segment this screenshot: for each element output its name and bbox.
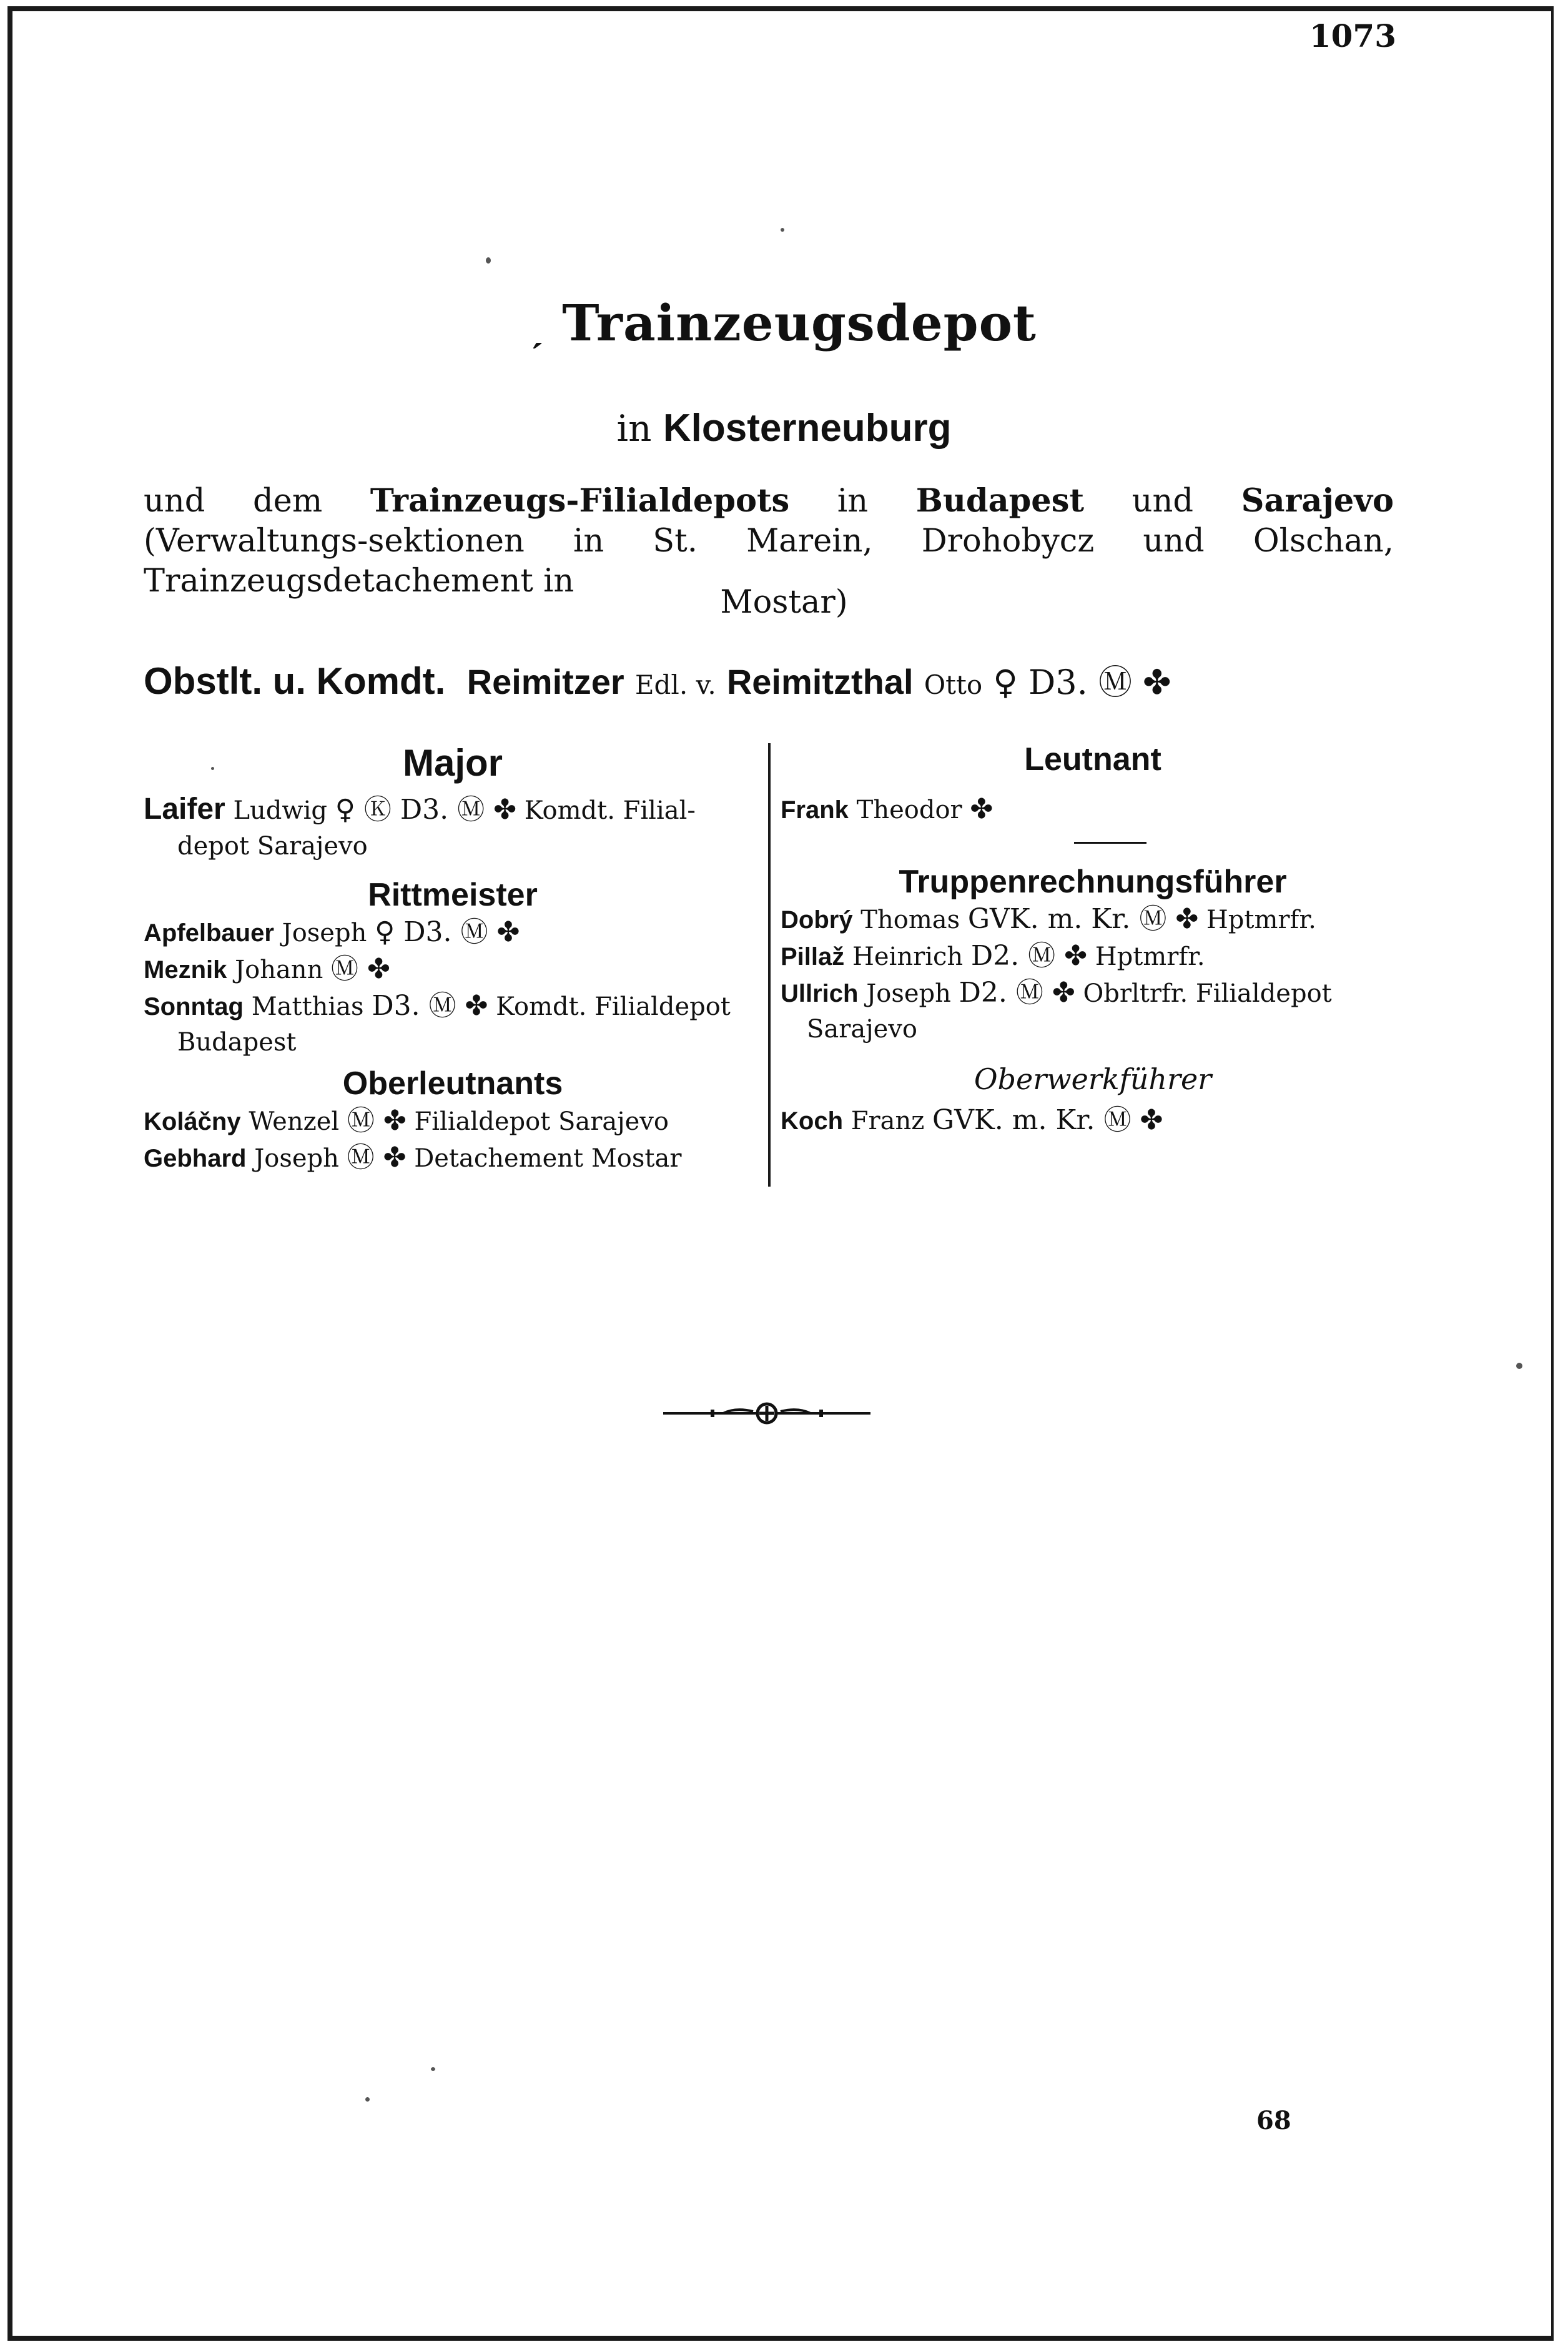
entry-note: Hptmrfr. <box>1095 942 1205 971</box>
speck <box>365 2097 370 2102</box>
entry-given: Matthias <box>251 992 364 1021</box>
entry-major <box>144 791 762 864</box>
entry-note: Obrltrfr. Filialdepot <box>1083 979 1332 1008</box>
entry-surname: Sonntag <box>144 993 244 1020</box>
column-divider <box>768 743 771 1187</box>
entry-surname: Frank <box>781 796 849 824</box>
entry-note: Komdt. Filialdepot <box>496 992 731 1021</box>
entry-note: Hptmrfr. <box>1206 906 1316 934</box>
section-rule <box>1074 842 1146 844</box>
entry-surname: Koláčny <box>144 1108 241 1135</box>
commander-surname: Reimitzer <box>466 662 624 701</box>
entry-continuation: depot Sarajevo <box>177 832 368 861</box>
entry-given: Theodor <box>856 796 962 824</box>
heading-oberleutnants: Oberleutnants <box>342 1065 563 1102</box>
commander-given: Otto <box>924 670 983 700</box>
entry-given: Thomas <box>860 906 960 934</box>
entry-given: Ludwig <box>233 796 328 825</box>
signature-mark: 68 <box>1256 2106 1291 2135</box>
subtitle-place: Klosterneuburg <box>663 407 952 450</box>
entry-given: Joseph <box>254 1144 339 1173</box>
commander-line <box>144 656 1171 704</box>
entry-decorations: D2. Ⓜ ✤ <box>970 940 1087 972</box>
intro-bold-1: Trainzeugs-Filialdepots <box>370 482 790 520</box>
entry-note: Komdt. Filial- <box>524 796 696 825</box>
entry-decorations: GVK. m. Kr. Ⓜ ✤ <box>932 1104 1163 1136</box>
entry-decorations: D2. Ⓜ ✤ <box>959 977 1075 1009</box>
entry-rittmeister-1 <box>144 914 762 951</box>
entry-oberleutnant-2 <box>144 1140 762 1177</box>
commander-particle: Edl. v. <box>634 670 716 700</box>
entry-decorations: Ⓜ ✤ <box>347 1105 407 1137</box>
ornament-divider-icon <box>661 1398 873 1429</box>
entry-surname: Meznik <box>144 956 227 984</box>
entry-given: Heinrich <box>852 942 964 971</box>
entry-surname: Gebhard <box>144 1145 247 1172</box>
speck <box>431 2067 435 2071</box>
entry-decorations: ✤ <box>970 793 994 825</box>
heading-leutnant: Leutnant <box>1024 741 1161 778</box>
commander-surname2: Reimitzthal <box>726 662 914 701</box>
heading-oberwerkfuehrer: Oberwerkführer <box>974 1062 1212 1096</box>
entry-continuation: Sarajevo <box>807 1015 917 1044</box>
entry-leutnant <box>781 791 1405 828</box>
entry-continuation: Budapest <box>177 1028 297 1057</box>
entry-oberleutnant-1 <box>144 1103 762 1140</box>
intro-text-3: und <box>1084 483 1241 520</box>
intro-text-4: (Verwaltungs-sektionen in St. Marein, Drohobycz und Olschan, Trainzeugsdetachement in <box>144 523 1394 600</box>
entry-given: Joseph <box>282 919 367 947</box>
left-column <box>144 740 762 1177</box>
entry-decorations: D3. Ⓜ ✤ <box>372 990 488 1022</box>
entry-given: Joseph <box>866 979 951 1008</box>
commander-decorations: ♀ D3. Ⓜ ✤ <box>993 663 1171 702</box>
entry-owf <box>781 1102 1405 1139</box>
heading-rittmeister: Rittmeister <box>368 877 538 913</box>
entry-rittmeister-2 <box>144 951 762 988</box>
speck <box>1516 1363 1522 1369</box>
intro-text-1: und dem <box>144 483 370 520</box>
entry-given: Franz <box>851 1107 925 1135</box>
right-column <box>781 740 1405 1139</box>
speck <box>486 257 491 264</box>
entry-trf-3 <box>781 975 1405 1047</box>
intro-bold-3: Sarajevo <box>1241 482 1394 520</box>
entry-surname: Apfelbauer <box>144 919 274 947</box>
entry-surname: Koch <box>781 1107 843 1135</box>
entry-decorations: GVK. m. Kr. Ⓜ ✤ <box>967 903 1199 935</box>
heading-major: Major <box>402 742 503 784</box>
entry-trf-2 <box>781 938 1405 975</box>
title-mark: ˏ <box>531 306 545 350</box>
intro-text-2: in <box>789 483 916 520</box>
entry-decorations: ♀ D3. Ⓜ ✤ <box>375 916 520 948</box>
entry-decorations: Ⓜ ✤ <box>331 953 390 985</box>
entry-surname: Pillaž <box>781 943 845 971</box>
entry-decorations: ♀ Ⓚ D3. Ⓜ ✤ <box>335 794 516 826</box>
entry-surname: Ullrich <box>781 980 859 1007</box>
entry-note: Filialdepot Sarajevo <box>414 1107 669 1136</box>
speck <box>781 228 784 232</box>
entry-given: Wenzel <box>249 1107 340 1136</box>
subtitle-prefix: in <box>616 407 652 450</box>
commander-rank: Obstlt. u. Komdt. <box>144 660 446 702</box>
intro-bold-2: Budapest <box>915 482 1085 520</box>
page-title <box>0 294 1568 352</box>
speck <box>211 767 214 770</box>
intro-end: Mostar) <box>720 584 848 621</box>
entry-decorations: Ⓜ ✤ <box>347 1142 407 1174</box>
entry-note: Detachement Mostar <box>414 1144 682 1173</box>
page-number: 1073 <box>1309 17 1396 54</box>
entry-given: Johann <box>235 956 323 984</box>
heading-truppenrechnungsfuehrer: Truppenrechnungsführer <box>899 864 1287 900</box>
subtitle <box>0 406 1568 450</box>
entry-trf-1 <box>781 901 1405 938</box>
title-text: Trainzeugsdepot <box>562 294 1037 352</box>
entry-surname: Dobrý <box>781 906 853 934</box>
entry-rittmeister-3 <box>144 988 762 1060</box>
entry-surname: Laifer <box>144 793 225 826</box>
